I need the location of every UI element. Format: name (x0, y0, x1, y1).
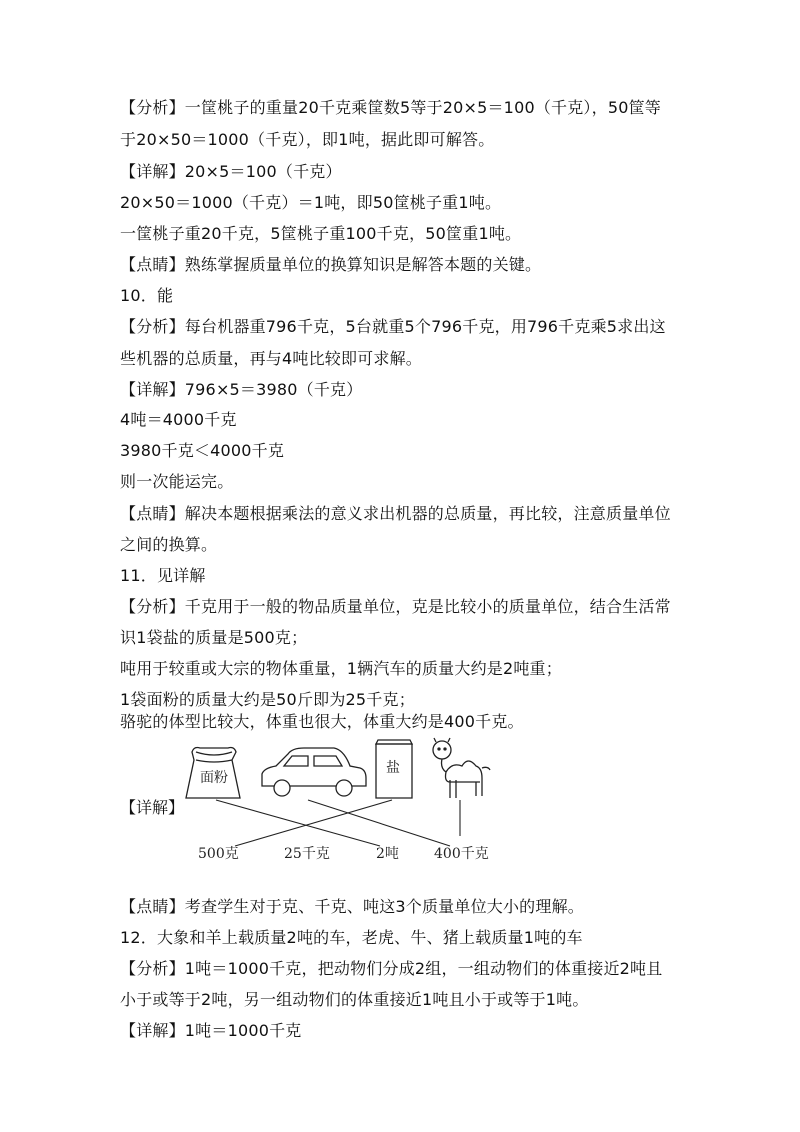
figure-label: 【详解】 (120, 798, 185, 817)
text-line: 骆驼的体型比较大，体重也很大，体重大约是400千克。 (120, 712, 524, 731)
match-line-car (308, 800, 450, 846)
weight-label-2t: 2吨 (376, 846, 399, 862)
text-line: 之间的换算。 (120, 535, 218, 554)
weight-label-25kg: 25千克 (284, 846, 330, 862)
flour-text: 面粉 (200, 770, 228, 786)
match-line-flour (216, 800, 380, 846)
question-number: 11．见详解 (120, 566, 206, 585)
text-line: 于20×50＝1000（千克），即1吨，据此即可解答。 (120, 130, 495, 149)
text-line: 1袋面粉的质量大约是50斤即为25千克； (120, 690, 415, 709)
question-number: 10．能 (120, 286, 174, 305)
salt-bag-icon (376, 740, 412, 798)
weight-label-400kg: 400千克 (434, 846, 489, 862)
text-line: 一筐桃子重20千克，5筐桃子重100千克，50筐重1吨。 (120, 224, 522, 243)
match-line-salt (235, 800, 392, 846)
text-line: 吨用于较重或大宗的物体重量，1辆汽车的质量大约是2吨重； (120, 659, 562, 678)
text-line: 【分析】1吨＝1000千克，把动物们分成2组，一组动物们的体重接近2吨且 (120, 959, 663, 978)
text-line: 【详解】1吨＝1000千克 (120, 1021, 302, 1040)
camel-icon (433, 738, 490, 798)
text-line: 【点睛】解决本题根据乘法的意义求出机器的总质量，再比较，注意质量单位 (120, 504, 671, 523)
text-line: 【详解】796×5＝3980（千克） (120, 380, 363, 399)
text-line: 些机器的总质量，再与4吨比较即可求解。 (120, 349, 422, 368)
matching-diagram (180, 738, 500, 868)
text-line: 【点睛】考查学生对于克、千克、吨这3个质量单位大小的理解。 (120, 897, 584, 916)
text-line: 【分析】一筐桃子的重量20千克乘筐数5等于20×5＝100（千克），50筐等 (120, 98, 661, 117)
text-line: 则一次能运完。 (120, 472, 234, 491)
matching-figure (120, 738, 500, 868)
flour-bag-icon (186, 748, 240, 799)
text-line: 3980千克＜4000千克 (120, 441, 285, 460)
text-line: 小于或等于2吨，另一组动物们的体重接近1吨且小于或等于1吨。 (120, 990, 589, 1009)
text-line: 【点睛】熟练掌握质量单位的换算知识是解答本题的关键。 (120, 255, 542, 274)
salt-text: 盐 (386, 760, 400, 776)
text-line: 识1袋盐的质量是500克； (120, 628, 308, 647)
weight-label-500g: 500克 (198, 846, 239, 862)
question-number: 12．大象和羊上载质量2吨的车，老虎、牛、猪上载质量1吨的车 (120, 928, 583, 947)
text-line: 【分析】千克用于一般的物品质量单位，克是比较小的质量单位，结合生活常 (120, 597, 671, 616)
text-line: 【详解】20×5＝100（千克） (120, 162, 342, 181)
matching-lines (216, 800, 460, 846)
text-line: 【分析】每台机器重796千克，5台就重5个796千克，用796千克乘5求出这 (120, 317, 666, 336)
text-line: 4吨＝4000千克 (120, 410, 237, 429)
text-line: 20×50＝1000（千克）＝1吨，即50筐桃子重1吨。 (120, 193, 502, 212)
car-icon (262, 748, 366, 796)
